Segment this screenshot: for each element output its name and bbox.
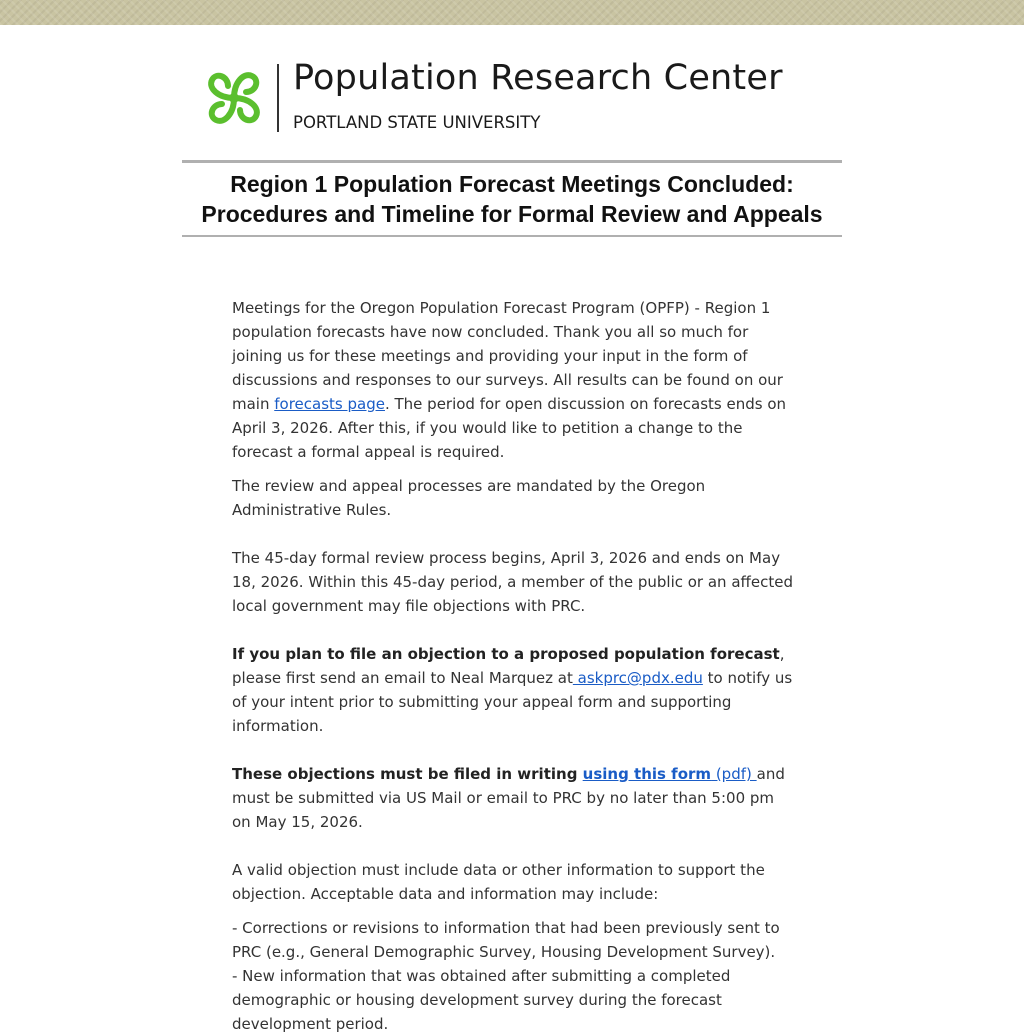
paragraph-notify bbox=[232, 642, 794, 738]
list-item-new-information: - New information that was obtained after submitting a completed demographic or housing development survey during the forecast development period. bbox=[232, 967, 731, 1033]
paragraph-intro-text-end: . The period for open discussion on forecasts ends on April 3, 2026. After this, if you would like to petition a change to the forecast a formal appeal is required. bbox=[232, 395, 787, 461]
form-text-end: and must be submitted via US Mail or email to PRC by no later than 5:00 pm on May 15, 2026. bbox=[232, 765, 785, 831]
headline-box bbox=[182, 160, 842, 237]
page-title: Region 1 Population Forecast Meetings Concluded: Procedures and Timeline for Formal Review and Appeals bbox=[201, 171, 823, 227]
appeal-form-pdf-link[interactable] bbox=[583, 765, 757, 783]
top-decorative-band bbox=[0, 0, 1024, 25]
appeal-form-link-label: using this form bbox=[582, 765, 712, 783]
prc-logo[interactable] bbox=[200, 58, 800, 134]
logo-title: Population Research Center bbox=[293, 58, 783, 98]
logo-divider bbox=[277, 64, 279, 132]
list-item-corrections: - Corrections or revisions to information that had been previously sent to PRC (e.g., General Demographic Survey, Housing Development Survey). bbox=[232, 919, 780, 961]
paragraph-mandate: The review and appeal processes are mandated by the Oregon Administrative Rules. bbox=[232, 477, 706, 519]
paragraph-form bbox=[232, 762, 794, 834]
prc-logo-mark-icon bbox=[200, 64, 268, 132]
paragraph-valid-objection: A valid objection must include data or other information to support the objection. Acceptable data and information may include: bbox=[232, 861, 765, 903]
askprc-email-link[interactable]: askprc@pdx.edu bbox=[572, 669, 703, 687]
paragraph-intro bbox=[232, 296, 794, 464]
objection-bold-text: If you plan to file an objection to a proposed population forecast bbox=[232, 645, 780, 663]
article-body bbox=[232, 296, 794, 1036]
paragraph-intro-text: Meetings for the Oregon Population Forecast Program (OPFP) - Region 1 population forecasts have now concluded. Thank you all so much for joining us for these meetings and providing your input in the form of discussions and responses to our surveys. All results can be found on our main bbox=[232, 299, 783, 413]
logo-subtitle: PORTLAND STATE UNIVERSITY bbox=[293, 113, 541, 132]
objections-writing-bold-text: These objections must be filed in writing bbox=[232, 765, 583, 783]
paragraph-review-process: The 45-day formal review process begins, April 3, 2026 and ends on May 18, 2026. Within this 45-day period, a member of the public or an affected local government may file objections with PRC. bbox=[232, 549, 793, 615]
notify-text: , please first send an email to Neal Marquez at bbox=[232, 645, 785, 687]
forecasts-page-link[interactable]: forecasts page bbox=[274, 395, 385, 413]
notify-text-end: to notify us of your intent prior to submitting your appeal form and supporting information. bbox=[232, 669, 793, 735]
appeal-form-link-pdf: (pdf) bbox=[711, 765, 757, 783]
